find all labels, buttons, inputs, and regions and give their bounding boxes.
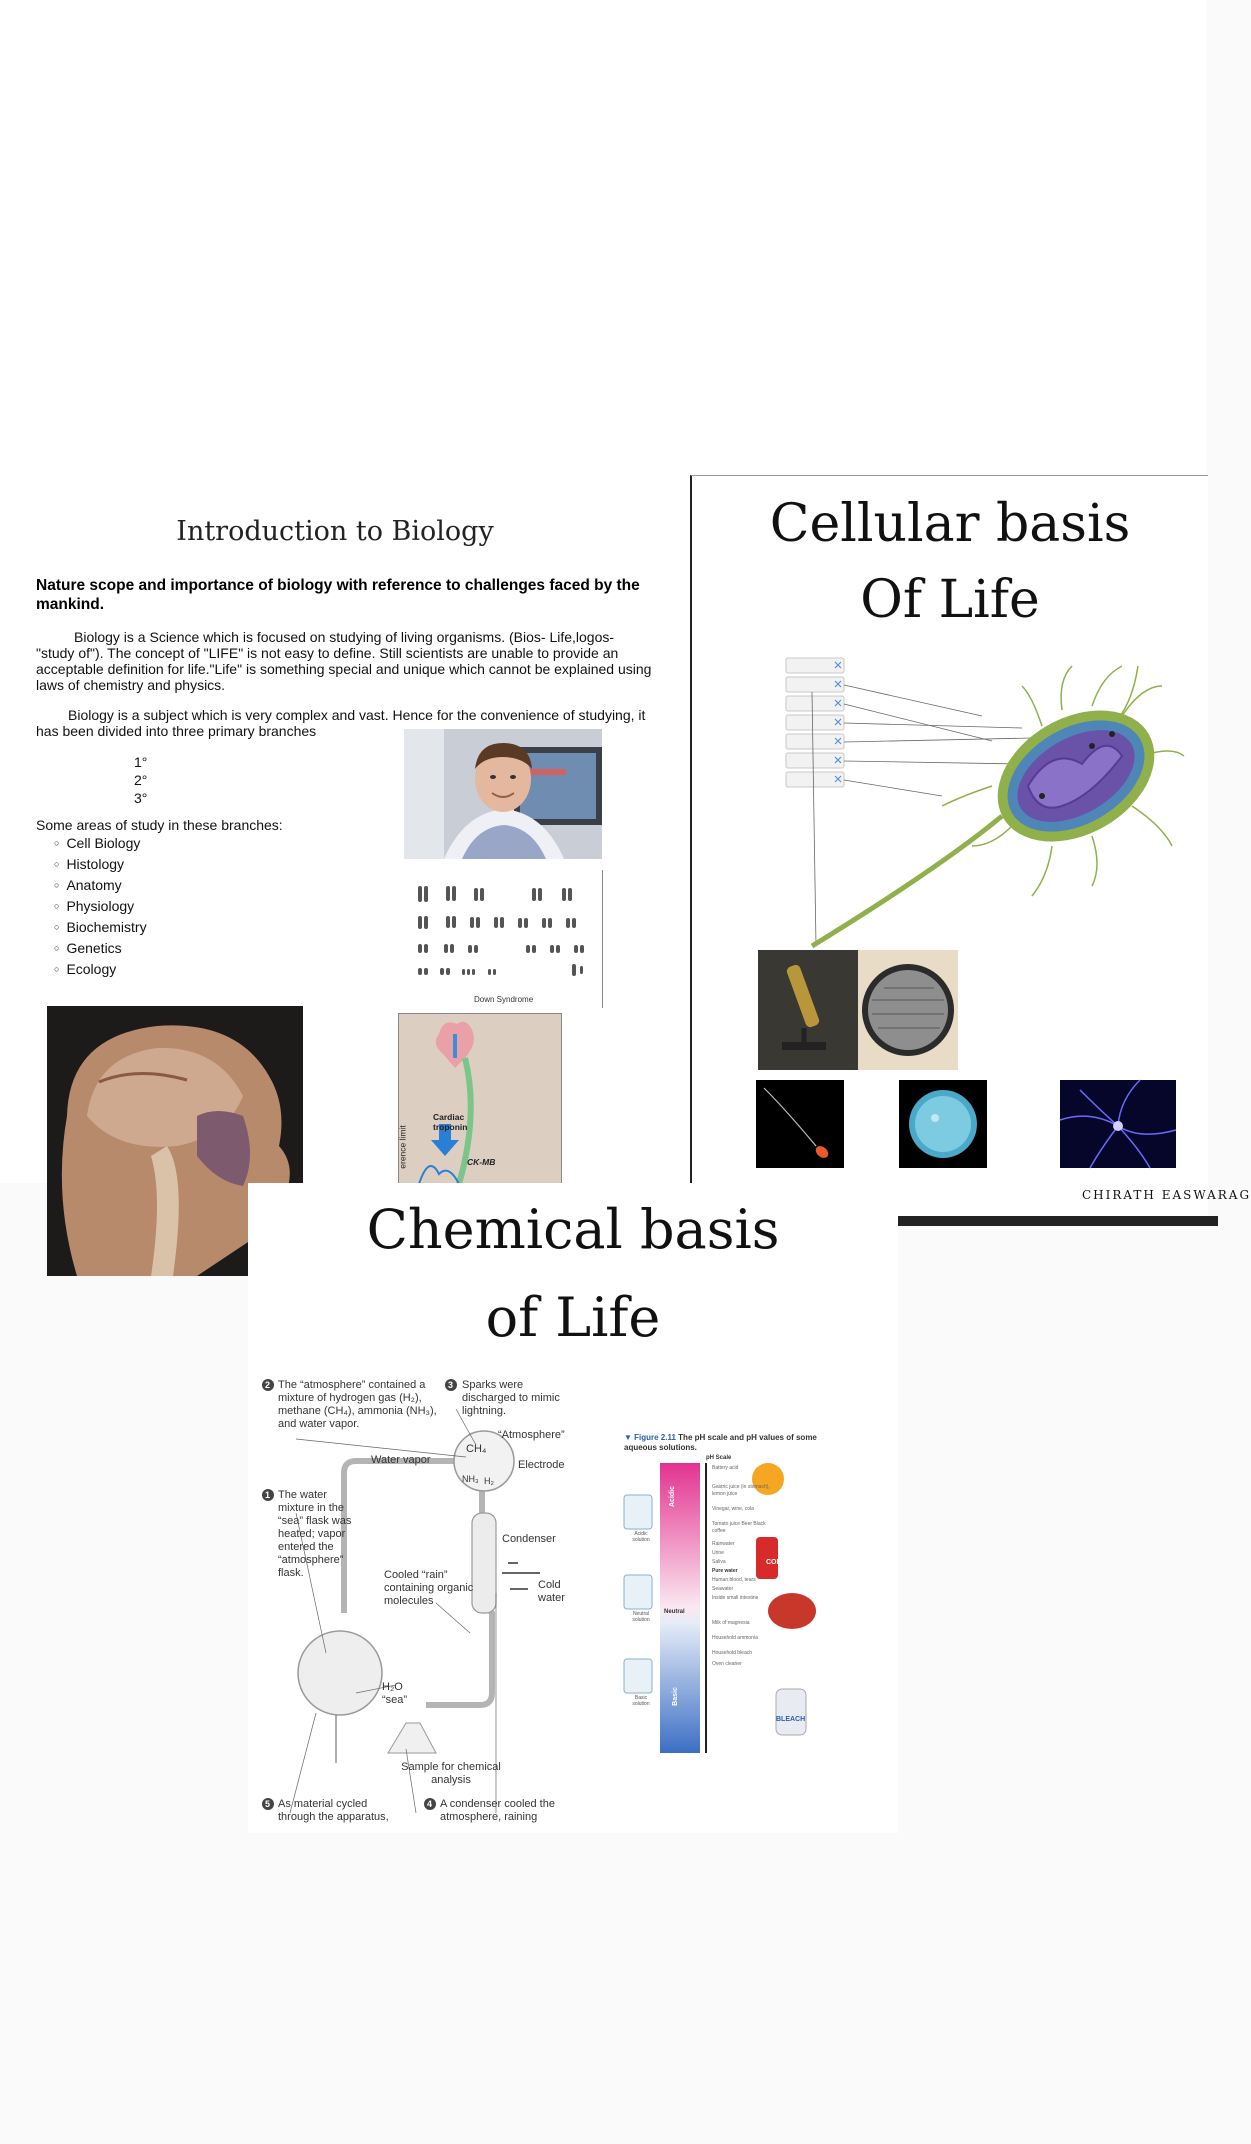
list-item: Gastric juice (in stomach), lemon juice bbox=[712, 1484, 770, 1497]
ph-neutral-label: Neutral bbox=[664, 1609, 685, 1615]
list-item: Saliva bbox=[712, 1559, 726, 1565]
list-item: Rainwater bbox=[712, 1541, 735, 1547]
microscope-and-cork-cells-image bbox=[758, 950, 958, 1070]
miller-step-4: A condenser cooled the atmosphere, raining bbox=[440, 1798, 555, 1823]
author-name: CHIRATH EASWARAG bbox=[1082, 1188, 1251, 1202]
branch-number: 2° bbox=[134, 772, 148, 788]
list-item: Inside small intestine bbox=[712, 1595, 759, 1601]
karyotype-chart bbox=[404, 870, 603, 1008]
blank-top-area bbox=[0, 0, 1206, 478]
miller-step-5: As material cycled through the apparatus, bbox=[278, 1798, 389, 1823]
list-item: Pure water bbox=[712, 1568, 738, 1574]
chem-title-line-1: Chemical basis bbox=[366, 1198, 780, 1261]
cover-bottom-bar bbox=[898, 1216, 1218, 1226]
ph-figure-caption: The pH scale and pH values of some aqueous solutions. bbox=[624, 1433, 817, 1452]
list-item: ○ Anatomy bbox=[54, 875, 147, 896]
step-2-number: 2 bbox=[265, 1380, 271, 1390]
list-item: Seawater bbox=[712, 1586, 734, 1592]
areas-label: Some areas of study in these branches: bbox=[36, 817, 283, 833]
branch-number: 1° bbox=[134, 754, 148, 770]
intro-paragraph-2: Biology is a subject which is very complex and vast. Hence for the convenience of studying, it has been divided into three primary branches bbox=[36, 707, 646, 739]
list-item: Human blood, tears bbox=[712, 1577, 756, 1583]
ph-basic-label: Basic bbox=[671, 1687, 679, 1706]
troponin-axis-label: erence limit bbox=[397, 1125, 408, 1169]
list-item: ○ Cell Biology bbox=[54, 833, 147, 854]
label-nh3: NH₃ bbox=[462, 1474, 479, 1484]
step-1-number: 1 bbox=[265, 1490, 271, 1500]
miller-step-3: Sparks were discharged to mimic lightning. bbox=[462, 1379, 560, 1417]
list-item: Vinegar, wine, cola bbox=[712, 1506, 754, 1512]
list-item: Battery acid bbox=[712, 1465, 739, 1471]
ph-figure-label: ▼ Figure 2.11 bbox=[624, 1433, 676, 1442]
intro-title: Introduction to Biology bbox=[176, 516, 494, 547]
cardiac-troponin-diagram bbox=[398, 1013, 562, 1185]
troponin-label-cardiac: Cardiac bbox=[433, 1112, 465, 1122]
cell-title-line-2: Of Life bbox=[860, 570, 1040, 630]
list-item: Tomato juice Beer Black coffee bbox=[712, 1521, 766, 1534]
cola-label: COLA bbox=[766, 1559, 786, 1566]
neutral-solution-label: Neutral solution bbox=[632, 1611, 650, 1623]
label-sea: H₂O “sea” bbox=[382, 1681, 408, 1706]
label-ch4: CH₄ bbox=[466, 1443, 487, 1455]
branch-number-list bbox=[134, 753, 147, 807]
sperm-cell-image bbox=[756, 1080, 844, 1168]
step-3-number: 3 bbox=[448, 1380, 454, 1390]
list-item: Urine bbox=[712, 1550, 724, 1556]
miller-urey-apparatus-diagram bbox=[256, 1373, 606, 1833]
ph-scale-label: pH Scale bbox=[706, 1455, 732, 1461]
acidic-solution-label: Acidic solution bbox=[632, 1531, 650, 1543]
list-item: Household bleach bbox=[712, 1650, 753, 1656]
list-item: ○ Histology bbox=[54, 854, 147, 875]
karyotype-caption: Down Syndrome bbox=[474, 995, 534, 1004]
bacterium-diagram bbox=[792, 646, 1192, 916]
ph-figure-title bbox=[624, 1433, 824, 1453]
list-item: ○ Physiology bbox=[54, 896, 147, 917]
ph-item-list bbox=[712, 1465, 772, 1668]
label-cold-water: Cold water bbox=[538, 1579, 565, 1604]
intro-biology-page bbox=[0, 478, 690, 1183]
list-item: Household ammonia bbox=[712, 1635, 758, 1641]
list-item: ○ Genetics bbox=[54, 938, 147, 959]
intro-paragraph-1: Biology is a Science which is focused on studying of living organisms. (Bios- Life,logos- "study of"). The concept of "LIFE" is not easy to define. Still scientists are unable to provide an acceptable definition for life."Life" is something special and unique which cannot be explained using laws of chemistry and physics. bbox=[36, 629, 652, 693]
label-atmosphere: “Atmosphere” bbox=[498, 1429, 565, 1441]
list-item: ○ Biochemistry bbox=[54, 917, 147, 938]
list-item: Oven cleaner bbox=[712, 1661, 742, 1667]
cellular-basis-page bbox=[690, 475, 1251, 1221]
intro-heading: Nature scope and importance of biology with reference to challenges faced by the mankind. bbox=[36, 577, 640, 613]
chemical-basis-page bbox=[248, 1183, 898, 1833]
bleach-label: BLEACH bbox=[776, 1716, 806, 1723]
cell-title-line-1: Cellular basis bbox=[769, 494, 1131, 554]
list-item: Milk of magnesia bbox=[712, 1620, 750, 1626]
label-sample: Sample for chemical analysis bbox=[401, 1761, 501, 1786]
basic-solution-label: Basic solution bbox=[632, 1695, 650, 1707]
branch-number: 3° bbox=[134, 790, 148, 806]
label-h2: H₂ bbox=[484, 1476, 494, 1486]
miller-step-1: The water mixture in the “sea” flask was heated; vapor entered the “atmosphere” flask. bbox=[278, 1489, 352, 1579]
step-5-number: 5 bbox=[265, 1799, 271, 1809]
areas-list bbox=[54, 833, 147, 980]
list-item: ○ Ecology bbox=[54, 959, 147, 980]
label-water-vapor: Water vapor bbox=[371, 1454, 431, 1466]
troponin-label-ckmb: CK-MB bbox=[467, 1157, 496, 1167]
miller-step-2: The “atmosphere” contained a mixture of hydrogen gas (H₂), methane (CH₄), ammonia (NH₃), and water vapor. bbox=[278, 1379, 437, 1430]
label-electrode: Electrode bbox=[518, 1459, 565, 1471]
label-cooled-rain: Cooled “rain” containing organic molecules bbox=[384, 1569, 474, 1607]
neuron-network-image bbox=[1060, 1080, 1176, 1168]
label-condenser: Condenser bbox=[502, 1533, 556, 1545]
ph-scale-figure bbox=[620, 1433, 850, 1753]
troponin-label-troponin: troponin bbox=[433, 1122, 468, 1132]
chem-title-line-2: of Life bbox=[485, 1286, 661, 1349]
step-4-number: 4 bbox=[427, 1799, 433, 1809]
ph-acidic-label: Acidic bbox=[669, 1485, 677, 1508]
round-cell-image bbox=[899, 1080, 987, 1168]
portrait-photo bbox=[404, 729, 602, 859]
